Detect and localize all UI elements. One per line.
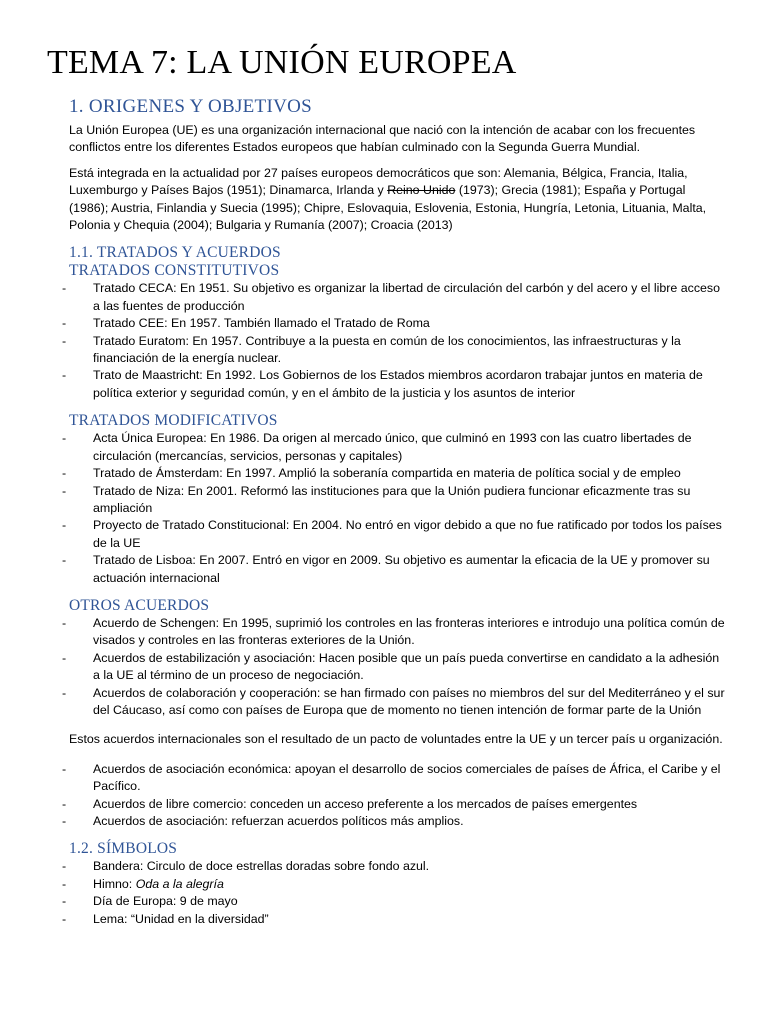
list-item: - Tratado CECA: En 1951. Su objetivo es organizar la libertad de circulación del carbón y del acero y el libre acceso a las fuentes de producción — [69, 280, 725, 315]
list-item: - Trato de Maastricht: En 1992. Los Gobiernos de los Estados miembros acordaron trabajar juntos en materia de política exterior y seguridad común, y en el ámbito de la justicia y los asuntos de interior — [69, 367, 725, 402]
section-heading-simbolos: 1.2. SÍMBOLOS — [69, 840, 178, 858]
list-item-bandera: - Bandera: Circulo de doce estrellas doradas sobre fondo azul. — [69, 858, 725, 875]
list-otros-acuerdos — [69, 615, 725, 719]
list-item: - Tratado de Lisboa: En 2007. Entró en vigor en 2009. Su objetivo es aumentar la eficacia de la UE y promover su actuación internacional — [69, 552, 725, 587]
list-item: - Proyecto de Tratado Constitucional: En 2004. No entró en vigor debido a que no fue ratificado por todos los países de la UE — [69, 517, 725, 552]
members-text-b: (1973); Grecia (1981); España y Portugal (1986); Austria, Finlandia y Suecia (1995); Chipre, Eslovaquia, Eslovenia, Estonia, Hungría, Letonia, Lituania, Malta, Polonia y Chequia (2004); Bulgaria y Rumanía (2007); Croacia (2013) — [69, 183, 707, 233]
list-item: - Acuerdos de estabilización y asociación: Hacen posible que un país pueda convertirse en candidato a la adhesión a la UE al término de un proceso de negociación. — [69, 650, 725, 685]
list-item: - Acuerdos de asociación económica: apoyan el desarrollo de socios comerciales de países de África, el Caribe y el Pacífico. — [69, 761, 725, 796]
list-item: - Tratado de Ámsterdam: En 1997. Amplió la soberanía compartida en materia de política social y de empleo — [69, 465, 725, 482]
list-item: - Tratado CEE: En 1957. También llamado el Tratado de Roma — [69, 315, 725, 332]
section-heading-origenes: 1. ORIGENES Y OBJETIVOS — [69, 96, 312, 117]
list-modificativos — [69, 430, 725, 587]
subheading-modificativos: TRATADOS MODIFICATIVOS — [69, 412, 278, 430]
list-item: - Acuerdos de asociación: refuerzan acuerdos políticos más amplios. — [69, 813, 725, 830]
himno-value: Oda a la alegría — [135, 876, 224, 891]
list-constitutivos — [69, 280, 725, 402]
list-item: - Tratado Euratom: En 1957. Contribuye a la puesta en común de los conocimientos, las infraestructuras y la financiación de la energía nuclear. — [69, 333, 725, 368]
paragraph-definition: La Unión Europea (UE) es una organización internacional que nació con la intención de acabar con los frecuentes conflictos entre los diferentes Estados europeos que habían culminado con la Segunda Guerra Mundial. — [69, 123, 696, 155]
list-item-himno — [69, 876, 725, 893]
list-item: - Acuerdo de Schengen: En 1995, suprimió los controles en las fronteras interiores e introdujo una política común de visados y controles en las fronteras exteriores de la Unión. — [69, 615, 725, 650]
list-item: - Acuerdos de colaboración y cooperación: se han firmado con países no miembros del sur del Mediterráneo y el sur del Cáucaso, así como con países de Europa que de momento no tienen intención de formar parte de la Unión — [69, 685, 725, 720]
himno-label: Himno: — [93, 876, 136, 891]
list-item: - Tratado de Niza: En 2001. Reformó las instituciones para que la Unión pudiera funcionar eficazmente tras su ampliación — [69, 483, 725, 518]
list-simbolos — [69, 858, 725, 928]
list-item: - Acuerdos de libre comercio: conceden un acceso preferente a los mercados de países emergentes — [69, 796, 725, 813]
members-text-a: Está integrada en la actualidad por 27 países europeos democráticos que son: Alemania, Bélgica, Francia, Italia, Luxemburgo y Países Bajos (1951); Dinamarca, Irlanda y — [69, 165, 688, 198]
paragraph-members — [69, 165, 725, 235]
subheading-constitutivos: TRATADOS CONSTITUTIVOS — [69, 262, 280, 280]
list-item-lema: - Lema: “Unidad en la diversidad” — [69, 911, 725, 928]
list-acuerdos-internacionales — [69, 761, 725, 831]
paragraph-acuerdos-internacionales: Estos acuerdos internacionales son el resultado de un pacto de voluntades entre la UE y un tercer país u organización. — [69, 732, 723, 747]
members-struck-text: Reino Unido — [387, 183, 456, 198]
document-body — [69, 96, 725, 928]
list-item: - Acta Única Europea: En 1986. Da origen al mercado único, que culminó en 1993 con las cuatro libertades de circulación (mercancías, servicios, personas y capitales) — [69, 430, 725, 465]
document-title: TEMA 7: LA UNIÓN EUROPEA — [47, 44, 517, 81]
list-item-dia: - Día de Europa: 9 de mayo — [69, 893, 725, 910]
subheading-otros-acuerdos: OTROS ACUERDOS — [69, 596, 210, 614]
section-heading-tratados: 1.1. TRATADOS Y ACUERDOS — [69, 244, 281, 262]
